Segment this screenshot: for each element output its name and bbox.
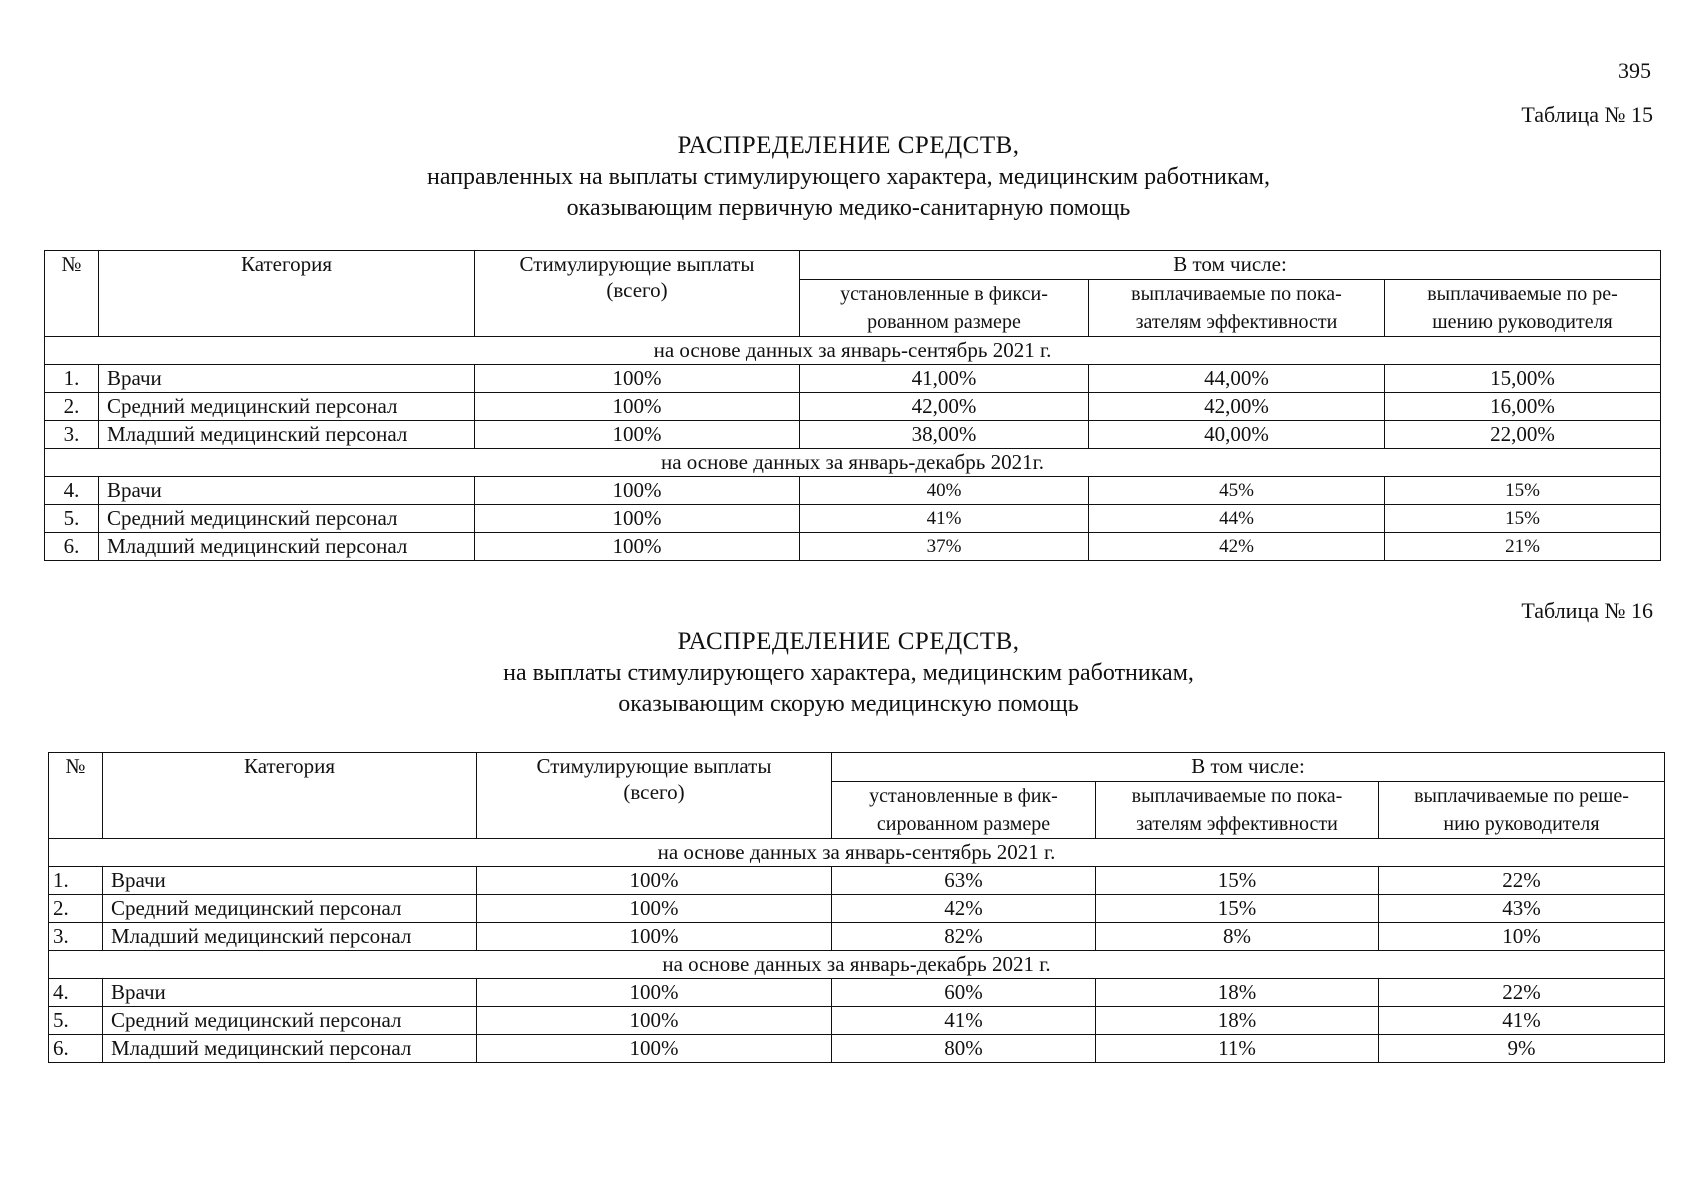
row-head: 15,00% bbox=[1385, 365, 1661, 393]
table-row bbox=[49, 1007, 1665, 1035]
row-category: Врачи bbox=[103, 979, 477, 1007]
row-category: Врачи bbox=[99, 365, 475, 393]
row-fixed: 80% bbox=[832, 1035, 1096, 1063]
header-head-line-1: выплачиваемые по реше- bbox=[1414, 785, 1629, 807]
row-head: 22% bbox=[1379, 867, 1665, 895]
row-fixed: 41% bbox=[800, 505, 1089, 533]
row-fixed: 41% bbox=[832, 1007, 1096, 1035]
section-row bbox=[45, 449, 1661, 477]
header-group: В том числе: bbox=[832, 753, 1665, 782]
row-perf: 45% bbox=[1089, 477, 1385, 505]
header-head-line-2: шению руководителя bbox=[1432, 311, 1613, 333]
row-num: 5. bbox=[49, 1007, 103, 1035]
row-num: 2. bbox=[45, 393, 99, 421]
header-perf-line-2: зателям эффективности bbox=[1135, 311, 1338, 333]
row-num: 3. bbox=[45, 421, 99, 449]
header-group: В том числе: bbox=[800, 251, 1661, 280]
row-category: Младший медицинский персонал bbox=[99, 421, 475, 449]
table-row bbox=[49, 867, 1665, 895]
row-fixed: 82% bbox=[832, 923, 1096, 951]
section-row bbox=[49, 951, 1665, 979]
table-15-title-block bbox=[0, 130, 1697, 224]
row-category: Средний медицинский персонал bbox=[103, 895, 477, 923]
header-num: № bbox=[45, 251, 99, 337]
section-title: на основе данных за январь-декабрь 2021г. bbox=[45, 449, 1661, 477]
table-row bbox=[45, 393, 1661, 421]
table-row bbox=[49, 895, 1665, 923]
row-head: 41% bbox=[1379, 1007, 1665, 1035]
row-head: 22% bbox=[1379, 979, 1665, 1007]
row-fixed: 42% bbox=[832, 895, 1096, 923]
table-16-title-block bbox=[0, 626, 1697, 720]
section-row bbox=[49, 839, 1665, 867]
header-total-line-2: (всего) bbox=[623, 780, 685, 804]
row-num: 4. bbox=[45, 477, 99, 505]
table-row bbox=[45, 505, 1661, 533]
page-number: 395 bbox=[1618, 58, 1651, 83]
table-16-label: Таблица № 16 bbox=[1521, 598, 1653, 623]
table-row bbox=[45, 477, 1661, 505]
row-category: Младший медицинский персонал bbox=[99, 533, 475, 561]
section-title: на основе данных за январь-декабрь 2021 г. bbox=[49, 951, 1665, 979]
row-category: Врачи bbox=[99, 477, 475, 505]
row-fixed: 63% bbox=[832, 867, 1096, 895]
table-row bbox=[49, 979, 1665, 1007]
header-category: Категория bbox=[103, 753, 477, 839]
header-head-line-2: нию руководителя bbox=[1443, 813, 1600, 835]
row-head: 15% bbox=[1385, 505, 1661, 533]
row-perf: 44,00% bbox=[1089, 365, 1385, 393]
table-16-subtitle-line-2: оказывающим скорую медицинскую помощь bbox=[618, 691, 1079, 717]
section-row bbox=[45, 337, 1661, 365]
header-category: Категория bbox=[99, 251, 475, 337]
section-title: на основе данных за январь-сентябрь 2021 г. bbox=[49, 839, 1665, 867]
table-15-label: Таблица № 15 bbox=[1521, 102, 1653, 127]
row-total: 100% bbox=[477, 1035, 832, 1063]
row-perf: 42% bbox=[1089, 533, 1385, 561]
row-num: 3. bbox=[49, 923, 103, 951]
header-fixed-line-2: рованном размере bbox=[867, 311, 1021, 333]
row-total: 100% bbox=[475, 421, 800, 449]
row-num: 5. bbox=[45, 505, 99, 533]
row-num: 6. bbox=[45, 533, 99, 561]
header-fixed bbox=[832, 782, 1096, 839]
row-num: 1. bbox=[49, 867, 103, 895]
table-15-header-row-1 bbox=[45, 251, 1661, 280]
row-perf: 44% bbox=[1089, 505, 1385, 533]
row-head: 9% bbox=[1379, 1035, 1665, 1063]
row-perf: 40,00% bbox=[1089, 421, 1385, 449]
table-16 bbox=[48, 752, 1665, 1063]
row-perf: 18% bbox=[1096, 1007, 1379, 1035]
row-category: Средний медицинский персонал bbox=[99, 393, 475, 421]
header-perf bbox=[1089, 280, 1385, 337]
row-head: 21% bbox=[1385, 533, 1661, 561]
header-fixed-line-2: сированном размере bbox=[876, 813, 1051, 835]
table-row bbox=[49, 923, 1665, 951]
header-head bbox=[1379, 782, 1665, 839]
header-fixed-line-1: установленные в фик- bbox=[869, 785, 1058, 807]
header-fixed bbox=[800, 280, 1089, 337]
table-16-title: РАСПРЕДЕЛЕНИЕ СРЕДСТВ, bbox=[677, 628, 1020, 655]
row-num: 2. bbox=[49, 895, 103, 923]
row-total: 100% bbox=[477, 895, 832, 923]
row-head: 15% bbox=[1385, 477, 1661, 505]
row-perf: 11% bbox=[1096, 1035, 1379, 1063]
table-15 bbox=[44, 250, 1661, 561]
header-total-line-2: (всего) bbox=[606, 278, 668, 302]
row-head: 22,00% bbox=[1385, 421, 1661, 449]
row-category: Врачи bbox=[103, 867, 477, 895]
row-fixed: 38,00% bbox=[800, 421, 1089, 449]
row-total: 100% bbox=[475, 393, 800, 421]
row-category: Средний медицинский персонал bbox=[99, 505, 475, 533]
header-fixed-line-1: установленные в фикси- bbox=[840, 283, 1048, 305]
row-fixed: 41,00% bbox=[800, 365, 1089, 393]
header-head bbox=[1385, 280, 1661, 337]
row-head: 16,00% bbox=[1385, 393, 1661, 421]
header-perf-line-1: выплачиваемые по пока- bbox=[1131, 785, 1343, 807]
row-total: 100% bbox=[475, 533, 800, 561]
header-total bbox=[475, 251, 800, 337]
section-title: на основе данных за январь-сентябрь 2021 г. bbox=[45, 337, 1661, 365]
row-total: 100% bbox=[475, 505, 800, 533]
row-perf: 18% bbox=[1096, 979, 1379, 1007]
table-row bbox=[45, 365, 1661, 393]
table-row bbox=[49, 1035, 1665, 1063]
row-head: 10% bbox=[1379, 923, 1665, 951]
header-perf bbox=[1096, 782, 1379, 839]
row-category: Младший медицинский персонал bbox=[103, 1035, 477, 1063]
row-perf: 42,00% bbox=[1089, 393, 1385, 421]
header-perf-line-1: выплачиваемые по пока- bbox=[1131, 283, 1342, 305]
header-total bbox=[477, 753, 832, 839]
row-fixed: 60% bbox=[832, 979, 1096, 1007]
table-15-subtitle-line-1: направленных на выплаты стимулирующего характера, медицинским работникам, bbox=[427, 164, 1270, 190]
row-num: 4. bbox=[49, 979, 103, 1007]
header-perf-line-2: зателям эффективности bbox=[1136, 813, 1338, 835]
row-fixed: 42,00% bbox=[800, 393, 1089, 421]
table-15-subtitle-line-2: оказывающим первичную медико-санитарную помощь bbox=[566, 195, 1131, 221]
row-total: 100% bbox=[477, 867, 832, 895]
table-16-subtitle-line-1: на выплаты стимулирующего характера, медицинским работникам, bbox=[503, 660, 1194, 686]
row-perf: 15% bbox=[1096, 895, 1379, 923]
row-total: 100% bbox=[475, 365, 800, 393]
row-total: 100% bbox=[477, 1007, 832, 1035]
row-fixed: 40% bbox=[800, 477, 1089, 505]
table-15-title: РАСПРЕДЕЛЕНИЕ СРЕДСТВ, bbox=[677, 132, 1020, 159]
row-category: Младший медицинский персонал bbox=[103, 923, 477, 951]
row-num: 1. bbox=[45, 365, 99, 393]
header-head-line-1: выплачиваемые по ре- bbox=[1427, 283, 1618, 305]
row-fixed: 37% bbox=[800, 533, 1089, 561]
row-num: 6. bbox=[49, 1035, 103, 1063]
row-head: 43% bbox=[1379, 895, 1665, 923]
row-perf: 8% bbox=[1096, 923, 1379, 951]
row-total: 100% bbox=[475, 477, 800, 505]
header-num: № bbox=[49, 753, 103, 839]
header-total-line-1: Стимулирующие выплаты bbox=[536, 754, 772, 778]
row-total: 100% bbox=[477, 979, 832, 1007]
table-row bbox=[45, 533, 1661, 561]
row-total: 100% bbox=[477, 923, 832, 951]
header-total-line-1: Стимулирующие выплаты bbox=[519, 252, 755, 276]
row-category: Средний медицинский персонал bbox=[103, 1007, 477, 1035]
table-16-header-row-1 bbox=[49, 753, 1665, 782]
table-row bbox=[45, 421, 1661, 449]
row-perf: 15% bbox=[1096, 867, 1379, 895]
